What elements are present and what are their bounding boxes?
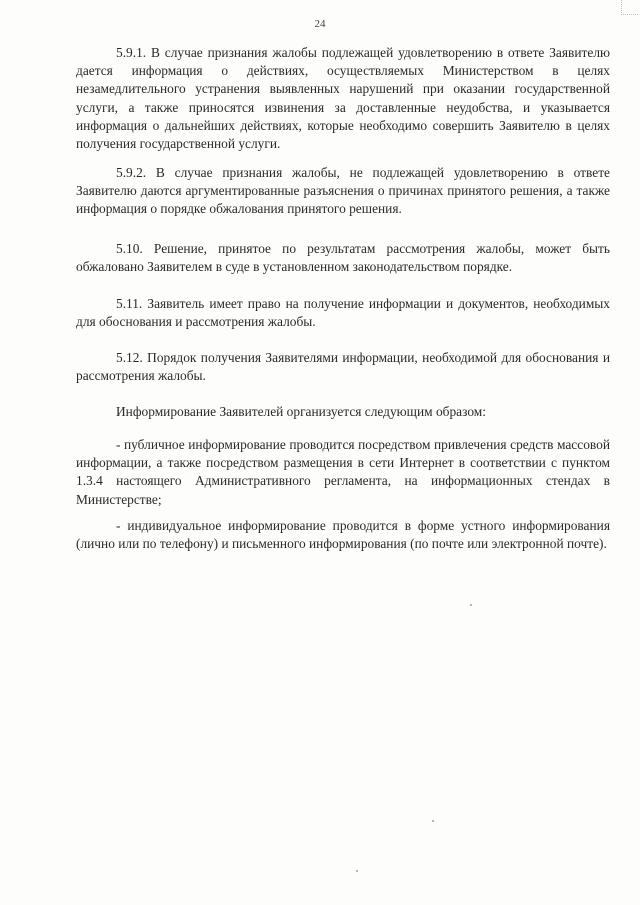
paragraph-individual-informing: - индивидуальное информирование проводится в форме устного информирования (лично или по телефону) и письменного информирования (по почте или электронной почте).	[76, 518, 610, 552]
paragraph-public-informing: - публичное информирование проводится посредством привлечения средств массовой информации, а также посредством размещения в сети Интернет в соответствии с пунктом 1.3.4 настоящего Административного регламента, на информационных стендах в Министерстве;	[76, 437, 610, 507]
page-number: 24	[314, 18, 326, 30]
paragraph-5-11: 5.11. Заявитель имеет право на получение информации и документов, необходимых для обоснования и рассмотрения жалобы.	[76, 296, 610, 330]
scan-speck	[432, 820, 434, 822]
paragraph-informing-intro: Информирование Заявителей организуется следующим образом:	[116, 404, 486, 419]
paragraph-5-10: 5.10. Решение, принятое по результатам рассмотрения жалобы, может быть обжаловано Заявителем в суде в установленном законодательством порядке.	[76, 241, 610, 275]
paragraph-5-9-2: 5.9.2. В случае признания жалобы, не подлежащей удовлетворению в ответе Заявителю даются аргументированные разъяснения о причинах принятого решения, а также информация о порядке обжалования принятого решения.	[76, 165, 610, 217]
paragraph-5-9-1: 5.9.1. В случае признания жалобы подлежащей удовлетворению в ответе Заявителю дается информация о действиях, осуществляемых Министерством в целях незамедлительного устранения выявленных нарушений при оказании государственной услуги, а также приносятся извинения за доставленные неудобства, и указывается информация о дальнейших действиях, которые необходимо совершить Заявителю в целях получения государственной услуги.	[76, 45, 610, 152]
paragraph-5-12: 5.12. Порядок получения Заявителями информации, необходимой для обоснования и рассмотрения жалобы.	[76, 350, 610, 384]
scan-speck	[356, 870, 358, 872]
scan-speck	[470, 604, 472, 606]
scan-corner-mark	[621, 0, 638, 15]
